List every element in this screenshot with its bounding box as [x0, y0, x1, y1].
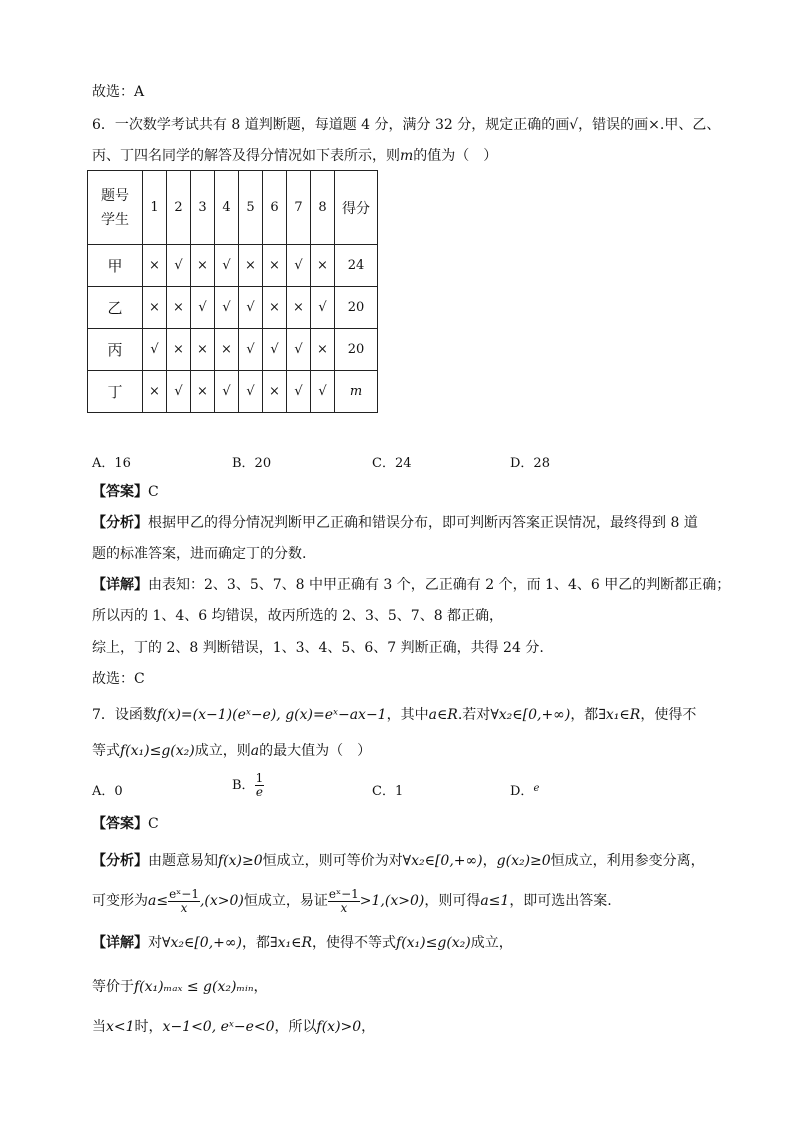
q6-option-c: C．24	[372, 456, 412, 471]
mark-cell: ×	[287, 287, 311, 329]
col-header: 1	[143, 171, 167, 245]
mark-cell: ×	[143, 245, 167, 287]
mark-cell: √	[143, 329, 167, 371]
fraction-numerator: eˣ−1	[169, 886, 199, 901]
answer-value: C	[148, 484, 159, 500]
mark-cell: √	[167, 371, 191, 413]
q7-text: 恒成立，则可等价为对	[262, 853, 403, 869]
detail-tag: 【详解】	[92, 577, 148, 593]
q7-text: ，即可选出答案.	[509, 893, 612, 909]
q6-detail-line3: 综上，丁的 2、8 判断错误，1、3、4、5、6、7 判断正确，共得 24 分.	[92, 640, 544, 656]
answer-value: C	[148, 816, 159, 832]
q7-math: a∈R	[428, 707, 458, 723]
q7-text: 恒成立，易证	[243, 893, 328, 909]
q7-analysis-line2	[92, 886, 612, 916]
mark-cell: ×	[191, 371, 215, 413]
q7-text: 由题意易知	[148, 853, 218, 869]
q6-answer-line	[92, 483, 159, 501]
student-name: 丙	[88, 329, 143, 371]
mark-cell: ×	[263, 245, 287, 287]
table-row	[88, 329, 378, 371]
q7-text: ，都	[570, 707, 599, 723]
mark-cell: √	[191, 287, 215, 329]
table-row	[88, 371, 378, 413]
q7-math: x<1	[106, 1019, 135, 1035]
q7-text: ，使得不等式	[312, 935, 397, 951]
q7-detail-line1	[92, 934, 513, 952]
q7-detail-line2	[92, 978, 268, 996]
mark-cell: √	[287, 245, 311, 287]
answer-tag: 【答案】	[92, 816, 148, 832]
q6-option-a: A．16	[92, 456, 131, 471]
score-cell: m	[335, 371, 378, 413]
q7-text: ，	[361, 1019, 376, 1035]
mark-cell: √	[287, 329, 311, 371]
q7-var-a: a	[250, 743, 260, 759]
mark-cell: ×	[143, 371, 167, 413]
mark-cell: √	[167, 245, 191, 287]
q6-analysis-line2: 题的标准答案，进而确定丁的分数.	[92, 546, 307, 562]
q7-math: ∀x₂∈[0,+∞)	[402, 853, 483, 869]
score-cell: 24	[335, 245, 378, 287]
q7-math: g(x₂)≥0	[496, 853, 551, 869]
q7-math: f(x₁)ₘₐₓ ≤ g(x₂)ₘᵢₙ	[134, 979, 254, 995]
option-label: B．	[232, 778, 255, 793]
q7-text: 可变形为	[92, 893, 148, 909]
q6-stem-line1: 6．一次数学考试共有 8 道判断题，每道题 4 分，满分 32 分，规定正确的画√，错误的画×.甲、乙、	[92, 117, 721, 133]
analysis-text: 根据甲乙的得分情况判断甲乙正确和错误分布，即可判断丙答案正误情况，最终得到 8 道	[148, 515, 698, 531]
col-header: 6	[263, 171, 287, 245]
q7-text: 恒成立，利用参变分离，	[550, 853, 705, 869]
fraction-numerator: eˣ−1	[328, 886, 359, 901]
q7-stem-line1	[92, 706, 696, 724]
mark-cell: √	[239, 329, 263, 371]
q7-math: f(x₁)≤g(x₂)	[120, 743, 195, 759]
q7-fraction	[328, 888, 360, 915]
student-name: 乙	[88, 287, 143, 329]
q7-text: ，所以	[274, 1019, 317, 1035]
option-d-value: e	[533, 783, 540, 794]
q7-text: ，则可得	[424, 893, 481, 909]
q7-text: 成立，则	[194, 743, 251, 759]
q6-option-b: B．20	[232, 456, 272, 471]
q7-math: f(x)≥0	[218, 853, 263, 869]
fraction-numerator: 1	[255, 771, 264, 785]
col-header: 5	[239, 171, 263, 245]
answer-tag: 【答案】	[92, 484, 148, 500]
q7-analysis-line1	[92, 852, 705, 870]
mark-cell: √	[239, 287, 263, 329]
mark-cell: √	[287, 371, 311, 413]
mark-cell: ×	[263, 287, 287, 329]
q7-text: ，使得不	[640, 707, 697, 723]
mark-cell: √	[311, 287, 335, 329]
score-header: 得分	[335, 171, 378, 245]
q7-math: f(x)>0	[316, 1019, 362, 1035]
mark-cell: ×	[263, 371, 287, 413]
q7-math: ,(x>0)	[199, 893, 244, 909]
detail-text: 由表知：2、3、5、7、8 中甲正确有 3 个，乙正确有 2 个，而 1、4、6 甲乙的判断都正确；	[148, 577, 731, 593]
q7-option-b	[232, 772, 264, 799]
q7-math: a≤	[148, 893, 169, 909]
fraction-denominator: e	[255, 785, 263, 799]
student-name: 丁	[88, 371, 143, 413]
q7-math: ∀x₂∈[0,+∞)	[162, 935, 242, 951]
col-header: 4	[215, 171, 239, 245]
q7-text: 成立，	[470, 935, 513, 951]
mark-cell: √	[311, 371, 335, 413]
q7-text: 7．设函数	[92, 707, 157, 723]
student-name: 甲	[88, 245, 143, 287]
col-header: 8	[311, 171, 335, 245]
table-header-row	[88, 171, 378, 245]
q7-option-d	[510, 780, 539, 799]
mark-cell: √	[239, 371, 263, 413]
fraction-denominator: x	[340, 900, 348, 915]
table-row	[88, 287, 378, 329]
header-question-label: 题号	[101, 187, 129, 204]
table-corner-cell	[88, 171, 143, 245]
q6-stem-text-a: 丙、丁四名同学的解答及得分情况如下表所示，则	[92, 148, 400, 164]
mark-cell: ×	[311, 329, 335, 371]
q6-stem-text-b: 的值为（ ）	[413, 148, 498, 164]
analysis-tag: 【分析】	[92, 515, 148, 531]
mark-cell: ×	[239, 245, 263, 287]
option-b-fraction	[255, 772, 265, 799]
q7-option-a: A．0	[92, 784, 123, 799]
mark-cell: √	[263, 329, 287, 371]
q7-stem-line2	[92, 742, 371, 760]
q7-text: ，其中	[386, 707, 429, 723]
mark-cell: ×	[311, 245, 335, 287]
detail-tag: 【详解】	[92, 935, 148, 951]
q7-math: a≤1	[480, 893, 510, 909]
q6-var-m: m	[400, 148, 414, 164]
q7-text: 等价于	[92, 979, 134, 995]
mark-cell: ×	[215, 329, 239, 371]
q7-function-def: f(x)=(x−1)(eˣ−e), g(x)=eˣ−ax−1	[156, 707, 387, 723]
q7-fraction	[168, 888, 200, 915]
option-label: D．	[510, 784, 534, 799]
q7-option-c: C．1	[372, 784, 404, 799]
mark-cell: ×	[143, 287, 167, 329]
header-student-label: 学生	[101, 211, 129, 228]
q7-detail-line3	[92, 1018, 375, 1036]
mark-cell: ×	[191, 329, 215, 371]
mark-cell: √	[215, 245, 239, 287]
q7-text: 时，	[134, 1019, 163, 1035]
q7-answer-line	[92, 815, 159, 833]
col-header: 3	[191, 171, 215, 245]
score-cell: 20	[335, 329, 378, 371]
q7-math: >1,(x>0)	[359, 893, 425, 909]
q6-detail-line1	[92, 576, 730, 594]
score-cell: 20	[335, 287, 378, 329]
prev-answer-line: 故选：A	[92, 84, 145, 100]
q7-math: ∃x₁∈R	[270, 935, 313, 951]
q7-text: 等式	[92, 743, 120, 759]
q6-score-table	[87, 170, 378, 413]
q7-text: ，	[253, 979, 268, 995]
mark-cell: √	[215, 287, 239, 329]
col-header: 7	[287, 171, 311, 245]
mark-cell: √	[215, 371, 239, 413]
q6-option-d: D．28	[510, 456, 550, 471]
mark-cell: ×	[191, 245, 215, 287]
q7-text: ，	[482, 853, 497, 869]
q7-text: 当	[92, 1019, 106, 1035]
q7-text: 的最大值为（ ）	[259, 743, 372, 759]
mark-cell: ×	[167, 329, 191, 371]
q7-math: x−1<0, eˣ−e<0	[162, 1019, 275, 1035]
q7-math: ∀x₂∈[0,+∞)	[490, 707, 571, 723]
q7-text: .若对	[457, 707, 491, 723]
fraction-denominator: x	[180, 900, 188, 915]
q7-math: f(x₁)≤g(x₂)	[396, 935, 471, 951]
q6-final-answer: 故选：C	[92, 671, 145, 687]
table-row	[88, 245, 378, 287]
q7-math: ∃x₁∈R	[598, 707, 641, 723]
analysis-tag: 【分析】	[92, 853, 148, 869]
mark-cell: ×	[167, 287, 191, 329]
q6-stem-line2	[92, 147, 497, 165]
q6-detail-line2: 所以丙的 1、4、6 均错误，故丙所选的 2、3、5、7、8 都正确，	[92, 608, 504, 624]
q6-analysis-line1	[92, 514, 698, 532]
q7-text: 对	[148, 935, 162, 951]
q7-text: ，都	[242, 935, 270, 951]
col-header: 2	[167, 171, 191, 245]
